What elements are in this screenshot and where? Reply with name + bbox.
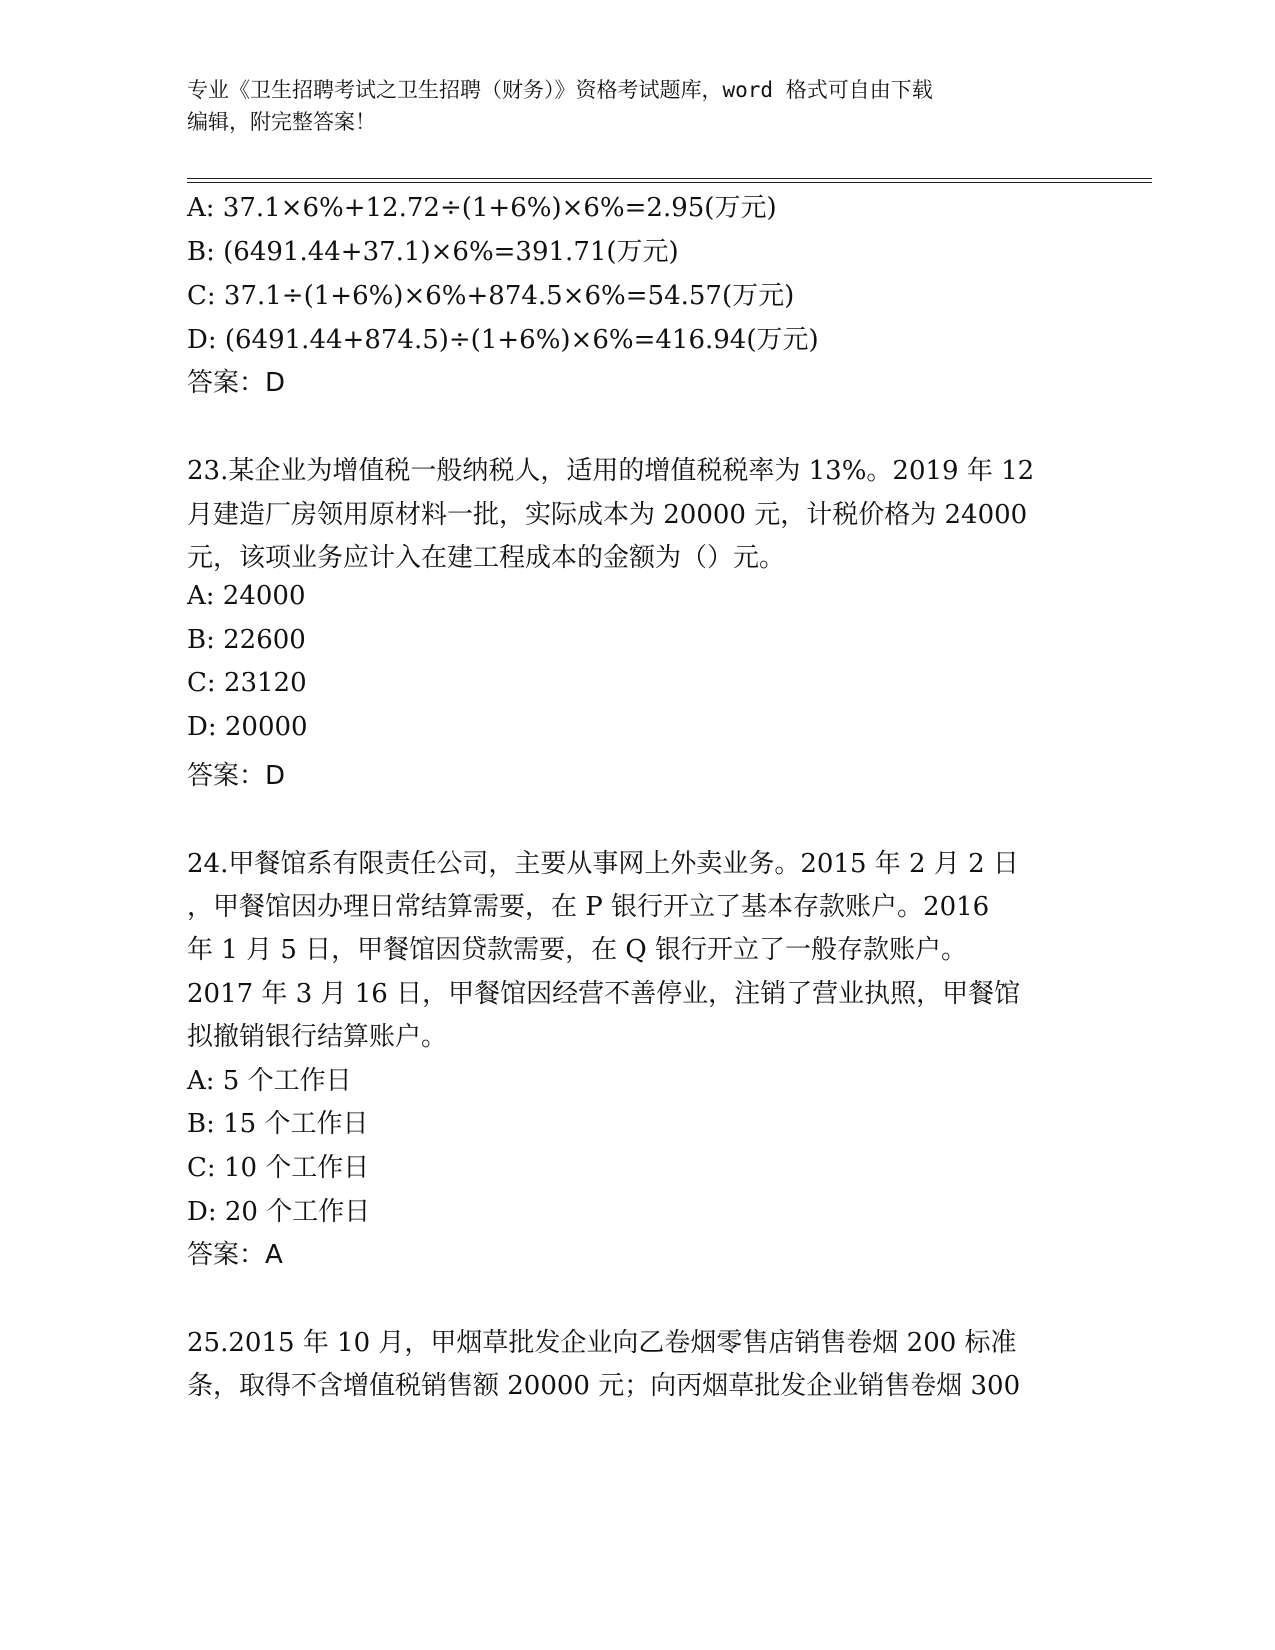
q23-option-c: C: 23120 <box>187 668 307 698</box>
q23-stem-line-2: 月建造厂房领用原材料一批，实际成本为 20000 元，计税价格为 24000 <box>187 500 1028 530</box>
q24-stem-line-5: 拟撤销银行结算账户。 <box>187 1022 448 1052</box>
q24-option-d: D: 20 个工作日 <box>187 1197 371 1227</box>
q22-option-c: C: 37.1÷(1+6%)×6%+874.5×6%=54.57(万元) <box>187 281 795 311</box>
q22-option-a: A: 37.1×6%+12.72÷(1+6%)×6%=2.95(万元) <box>187 193 777 223</box>
header-rule-top <box>187 178 1152 179</box>
document-header <box>187 74 1087 138</box>
q24-stem-line-3: 年 1 月 5 日，甲餐馆因贷款需要，在 Q 银行开立了一般存款账户。 <box>187 935 967 965</box>
q22-option-d: D: (6491.44+874.5)÷(1+6%)×6%=416.94(万元) <box>187 325 819 355</box>
q23-stem-line-1: 23.某企业为增值税一般纳税人，适用的增值税税率为 13%。2019 年 12 <box>187 456 1035 486</box>
q24-option-b: B: 15 个工作日 <box>187 1109 369 1139</box>
header-line-2: 编辑，附完整答案！ <box>187 110 376 134</box>
q22-answer: 答案：D <box>187 368 286 398</box>
q23-answer: 答案：D <box>187 761 286 791</box>
q23-stem-line-3: 元，该项业务应计入在建工程成本的金额为（）元。 <box>187 543 786 573</box>
q24-stem-line-1: 24.甲餐馆系有限责任公司，主要从事网上外卖业务。2015 年 2 月 2 日 <box>187 849 1019 879</box>
q24-answer: 答案：A <box>187 1240 283 1270</box>
q23-option-b: B: 22600 <box>187 625 306 655</box>
header-line-1: 专业《卫生招聘考试之卫生招聘（财务）》资格考试题库，word 格式可自由下载 <box>187 78 933 102</box>
q25-stem-line-1: 25.2015 年 10 月，甲烟草批发企业向乙卷烟零售店销售卷烟 200 标准 <box>187 1328 1017 1358</box>
q24-stem-line-2: ，甲餐馆因办理日常结算需要，在 P 银行开立了基本存款账户。2016 <box>187 892 990 922</box>
header-rule-bottom <box>187 182 1152 183</box>
q23-option-d: D: 20000 <box>187 712 308 742</box>
q24-option-a: A: 5 个工作日 <box>187 1066 352 1096</box>
q25-stem-line-2: 条，取得不含增值税销售额 20000 元；向丙烟草批发企业销售卷烟 300 <box>187 1371 1021 1401</box>
q24-stem-line-4: 2017 年 3 月 16 日，甲餐馆因经营不善停业，注销了营业执照，甲餐馆 <box>187 979 1021 1009</box>
q23-option-a: A: 24000 <box>187 581 306 611</box>
q24-option-c: C: 10 个工作日 <box>187 1153 370 1183</box>
q22-option-b: B: (6491.44+37.1)×6%=391.71(万元) <box>187 237 679 267</box>
